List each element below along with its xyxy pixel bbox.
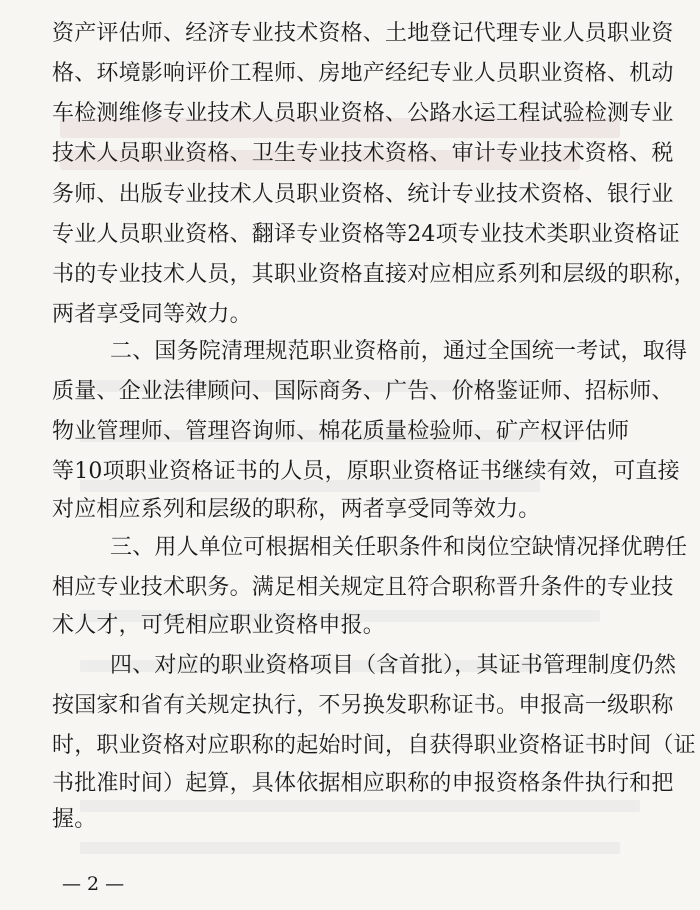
text-line: 二、国务院清理规范职业资格前，通过全国统一考试，取得 bbox=[110, 339, 688, 364]
text-line: 车检测维修专业技术人员职业资格、公路水运工程试验检测专业 bbox=[52, 101, 674, 126]
text-line: 术人才，可凭相应职业资格申报。 bbox=[52, 613, 386, 638]
text-line: 三、用人单位可根据相关任职条件和岗位空缺情况择优聘任 bbox=[110, 535, 688, 560]
text-line: 技术人员职业资格、卫生专业技术资格、审计专业技术资格、税 bbox=[52, 141, 674, 166]
text-line: 两者享受同等效力。 bbox=[52, 302, 252, 327]
text-line: 等10项职业资格证书的人员，原职业资格证书继续有效，可直接 bbox=[52, 459, 680, 484]
text-line: 资产评估师、经济专业技术资格、土地登记代理专业人员职业资 bbox=[52, 21, 674, 46]
text-line: 时，职业资格对应职称的起始时间，自获得职业资格证书时间（证 bbox=[52, 733, 696, 758]
text-line: 质量、企业法律顾问、国际商务、广告、价格鉴证师、招标师、 bbox=[52, 379, 674, 404]
text-line: 对应相应系列和层级的职称，两者享受同等效力。 bbox=[52, 497, 541, 522]
text-line: 格、环境影响评价工程师、房地产经纪专业人员职业资格、机动 bbox=[52, 61, 674, 86]
text-line: 务师、出版专业技术人员职业资格、统计专业技术资格、银行业 bbox=[52, 182, 674, 207]
text-line: 相应专业技术职务。满足相关规定且符合职称晋升条件的专业技 bbox=[52, 575, 674, 600]
page-number: — 2 — bbox=[62, 873, 125, 895]
text-line: 专业人员职业资格、翻译专业资格等24项专业技术类职业资格证 bbox=[52, 222, 680, 247]
text-line: 按国家和省有关规定执行，不另换发职称证书。申报高一级职称 bbox=[52, 693, 674, 718]
text-line: 书批准时间）起算，具体依据相应职称的申报资格条件执行和把 bbox=[52, 771, 674, 796]
text-line: 握。 bbox=[52, 807, 97, 832]
text-line: 物业管理师、管理咨询师、棉花质量检验师、矿产权评估师 bbox=[52, 419, 630, 444]
text-line: 四、对应的职业资格项目（含首批），其证书管理制度仍然 bbox=[110, 653, 677, 678]
text-line: 书的专业技术人员，其职业资格直接对应相应系列和层级的职称， bbox=[52, 262, 696, 287]
